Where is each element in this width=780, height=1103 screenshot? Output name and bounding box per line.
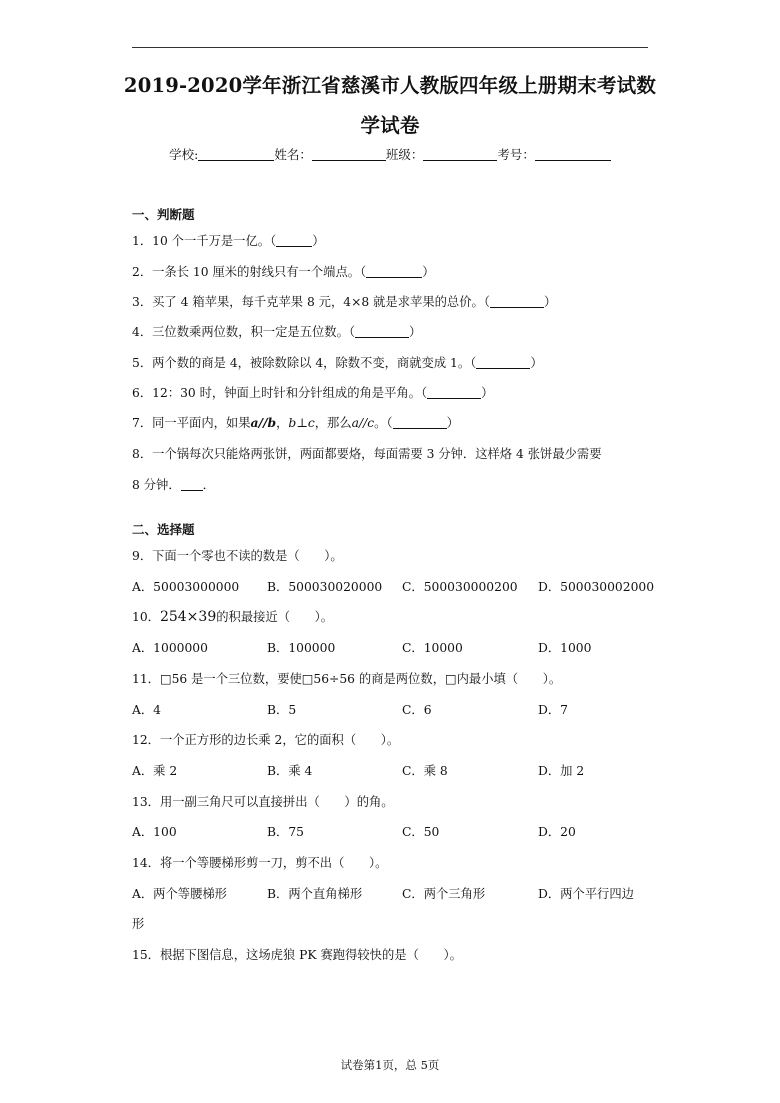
school-label: 学校: <box>169 147 199 162</box>
choice-question-13: 13．用一副三角尺可以直接拼出（ ）的角。 <box>132 795 394 809</box>
choice-question-15: 15．根据下图信息，这场虎狼 PK 赛跑得较快的是（ ）。 <box>132 948 462 962</box>
choice-options-13 <box>132 822 652 838</box>
question-end: ） <box>446 416 459 430</box>
question-text: 一条长 10 厘米的射线只有一个端点。（ <box>152 265 367 279</box>
option-c[interactable]: C．6 <box>402 703 432 717</box>
answer-blank[interactable] <box>355 325 409 338</box>
choice-options-12 <box>132 761 652 777</box>
option-a[interactable]: A．4 <box>132 703 162 717</box>
question-number: 6． <box>132 386 153 400</box>
answer-blank[interactable] <box>490 295 544 308</box>
math-expression: a//b <box>250 415 277 430</box>
choice-question-10 <box>132 607 333 625</box>
question-text: 8 分钟． <box>132 478 181 492</box>
answer-blank[interactable] <box>476 356 530 369</box>
option-b[interactable]: B．75 <box>267 825 304 839</box>
answer-blank[interactable] <box>276 234 312 247</box>
answer-blank[interactable] <box>427 386 481 399</box>
judge-question-5 <box>132 353 543 371</box>
choice-question-12: 12．一个正方形的边长乘 2，它的面积（ ）。 <box>132 733 400 747</box>
option-a[interactable]: A．1000000 <box>132 641 208 655</box>
choice-options-9 <box>132 577 655 594</box>
option-b[interactable]: B．5 <box>267 703 297 717</box>
question-text: 12：30 时，钟面上时针和分针组成的角是平角。（ <box>152 386 428 400</box>
question-text: 。（ <box>374 416 393 430</box>
option-b[interactable]: B．两个直角梯形 <box>267 887 363 901</box>
option-c[interactable]: C．50 <box>402 825 440 839</box>
judge-question-3 <box>132 292 556 310</box>
name-blank[interactable] <box>312 148 386 161</box>
question-text: 10 个一千万是一亿。（ <box>152 234 277 248</box>
class-blank[interactable] <box>423 148 497 161</box>
exam-number-blank[interactable] <box>535 148 611 161</box>
option-d[interactable]: D．1000 <box>538 641 592 655</box>
question-text: ， <box>276 416 289 430</box>
question-text: ，那么 <box>314 416 352 430</box>
question-end: ） <box>422 265 435 279</box>
option-a[interactable]: A．100 <box>132 825 177 839</box>
header-rule <box>132 47 648 48</box>
option-a[interactable]: A．50003000000 <box>132 580 240 594</box>
question-end: ） <box>530 356 543 370</box>
answer-blank[interactable] <box>181 478 203 491</box>
question-number: 5． <box>132 356 153 370</box>
choice-question-9: 9．下面一个零也不读的数是（ ）。 <box>132 549 343 563</box>
question-end: ） <box>312 234 325 248</box>
math-expression: b⊥c <box>288 416 315 430</box>
option-b[interactable]: B．乘 4 <box>267 764 313 778</box>
exam-number-label: 考号： <box>497 147 535 162</box>
question-text: 两个数的商是 4，被除数除以 4，除数不变，商就变成 1。（ <box>152 356 477 370</box>
option-b[interactable]: B．100000 <box>267 641 336 655</box>
question-end: ） <box>481 386 494 400</box>
option-c[interactable]: C．乘 8 <box>402 764 448 778</box>
choice-options-10 <box>132 638 652 654</box>
answer-blank[interactable] <box>393 416 447 429</box>
judge-question-8-continued <box>132 475 215 493</box>
question-text: 同一平面内，如果 <box>152 416 251 430</box>
question-number: 3． <box>132 295 153 309</box>
option-c[interactable]: C．10000 <box>402 641 463 655</box>
exam-title-line-2: 学试卷 <box>360 114 420 137</box>
option-a[interactable]: A．乘 2 <box>132 764 178 778</box>
question-number: 4． <box>132 325 153 339</box>
student-info-row <box>120 145 660 163</box>
question-text: 三位数乘两位数，积一定是五位数。（ <box>152 325 356 339</box>
exam-title-line-1: 2019-2020学年浙江省慈溪市人教版四年级上册期末考试数 <box>123 74 657 97</box>
question-number: 8． <box>132 447 153 461</box>
judge-question-7 <box>132 413 459 431</box>
question-end: ） <box>409 325 422 339</box>
choice-options-14 <box>132 884 652 900</box>
option-c[interactable]: C．两个三角形 <box>402 887 486 901</box>
page-footer: 试卷第1页，总 5页 <box>340 1058 440 1072</box>
option-d[interactable]: D．7 <box>538 703 568 717</box>
name-label: 姓名： <box>274 147 312 162</box>
section-choice-title: 二、选择题 <box>132 522 195 537</box>
question-text: 的积最接近（ ）。 <box>216 610 334 624</box>
judge-question-1 <box>132 231 325 249</box>
option-d[interactable]: D．500030002000 <box>538 580 655 594</box>
question-number: 7． <box>132 416 153 430</box>
question-end: ． <box>202 478 215 492</box>
option-d[interactable]: D．20 <box>538 825 576 839</box>
question-number: 10． <box>132 610 160 624</box>
question-number: 1． <box>132 234 153 248</box>
judge-question-2 <box>132 262 435 280</box>
choice-question-14: 14．将一个等腰梯形剪一刀，剪不出（ ）。 <box>132 856 388 870</box>
question-end: ） <box>543 295 557 309</box>
answer-blank[interactable] <box>366 265 422 278</box>
judge-question-6 <box>132 383 493 401</box>
option-c[interactable]: C．500030000200 <box>402 580 518 594</box>
section-judge-title: 一、判断题 <box>132 207 195 222</box>
school-blank[interactable] <box>198 148 274 161</box>
math-expression: 254×39 <box>159 609 217 625</box>
choice-question-11: 11．□56 是一个三位数，要使□56÷56 的商是两位数，□内最小填（ ）。 <box>132 672 562 686</box>
question-text: 买了 4 箱苹果，每千克苹果 8 元，4×8 就是求苹果的总价。（ <box>152 295 490 309</box>
math-expression: a//c <box>351 416 375 430</box>
option-d[interactable]: D．加 2 <box>538 764 585 778</box>
option-a[interactable]: A．两个等腰梯形 <box>132 887 227 901</box>
question-text: 一个锅每次只能烙两张饼，两面都要烙，每面需要 3 分钟．这样烙 4 张饼最少需要 <box>152 447 602 461</box>
option-d-continued: 形 <box>132 917 145 931</box>
question-number: 2． <box>132 265 153 279</box>
option-b[interactable]: B．500030020000 <box>267 580 383 594</box>
class-label: 班级： <box>385 147 424 162</box>
judge-question-8 <box>132 444 602 462</box>
judge-question-4 <box>132 322 421 340</box>
choice-options-11 <box>132 700 652 716</box>
option-d[interactable]: D．两个平行四边 <box>538 887 634 901</box>
